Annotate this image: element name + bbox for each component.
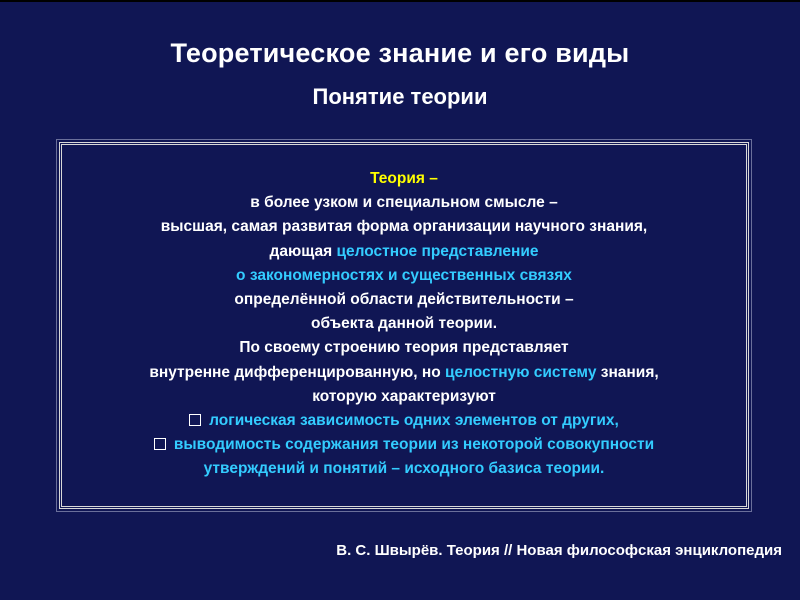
slide-title: Теоретическое знание и его виды <box>170 38 630 68</box>
definition-line-13: утверждений и понятий – исходного базиса теории. <box>203 460 605 478</box>
definition-line-10: которую характеризуют <box>312 387 496 405</box>
bullet-item-2-text: выводимость содержания теории из некоторой совокупности <box>173 436 655 454</box>
definition-line-2: в более узком и специальном смысле – <box>250 194 558 212</box>
slide-subtitle: Понятие теории <box>312 84 488 109</box>
definition-term-suffix: – <box>424 170 438 187</box>
definition-box <box>59 142 749 509</box>
bullet-item-1-text: логическая зависимость одних элементов от других, <box>209 412 619 430</box>
square-bullet-icon <box>189 414 201 426</box>
highlight-holistic-system: целостную систему <box>444 363 597 381</box>
definition-line-8: По своему строению теория представляет <box>239 339 569 357</box>
definition-term-line <box>62 167 746 191</box>
definition-line-7: объекта данной теории. <box>310 315 498 333</box>
definition-line-9 <box>62 361 746 385</box>
definition-line-9-prefix: внутренне дифференцированную, но <box>149 363 445 381</box>
definition-line-3: высшая, самая развитая форма организации научного знания, <box>160 218 648 236</box>
definition-line-4 <box>62 240 746 264</box>
definition-line-4-prefix: дающая <box>269 242 337 260</box>
bullet-item-2 <box>62 433 746 457</box>
square-bullet-icon <box>154 438 166 450</box>
citation: В. С. Швырёв. Теория // Новая философская энциклопедия <box>336 542 782 559</box>
definition-line-9-suffix: знания, <box>596 363 659 381</box>
definition-line-6: определённой области действительности – <box>234 291 574 309</box>
definition-term: Теория <box>370 170 425 187</box>
definition-text <box>62 167 746 482</box>
highlight-holistic-view: целостное представление <box>336 242 539 260</box>
bullet-item-1 <box>62 409 746 433</box>
highlight-regularities: о закономерностях и существенных связях <box>236 266 572 284</box>
